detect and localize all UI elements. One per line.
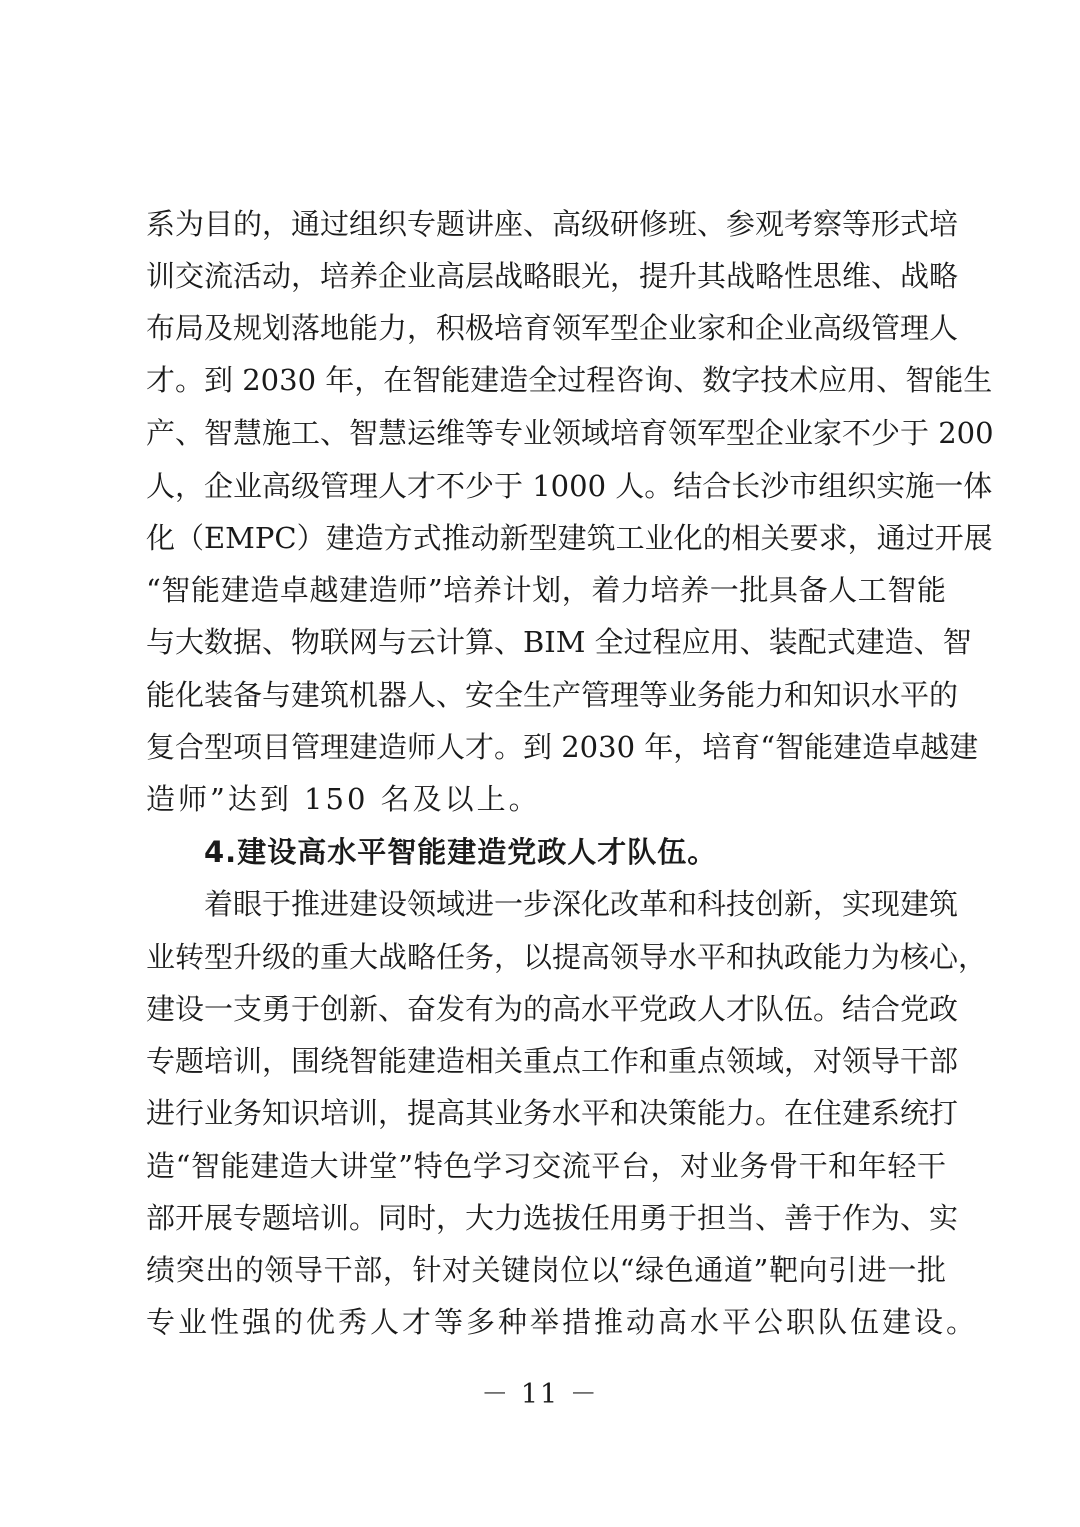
paragraph1-line-8: “智能建造卓越建造师”培养计划，着力培养一批具备人工智能: [146, 573, 946, 607]
paragraph2-line-2: 业转型升级的重大战略任务，以提高领导水平和执政能力为核心，: [146, 940, 988, 974]
section-heading: 4.建设高水平智能建造党政人才队伍。: [204, 835, 718, 869]
paragraph2-line-8: 绩突出的领导干部，针对关键岗位以“绿色通道”靶向引进一批: [146, 1253, 946, 1287]
paragraph2-line-3: 建设一支勇于创新、奋发有为的高水平党政人才队伍。结合党政: [146, 992, 959, 1026]
paragraph1-line-5: 产、智慧施工、智慧运维等专业领域培育领军型企业家不少于 200: [146, 416, 994, 450]
paragraph1-line-12: 造师”达到 150 名及以上。: [146, 782, 541, 816]
paragraph1-line-3: 布局及规划落地能力，积极培育领军型企业家和企业高级管理人: [146, 311, 959, 345]
paragraph1-line-6: 人，企业高级管理人才不少于 1000 人。结合长沙市组织实施一体: [146, 469, 993, 503]
page-number: － 11 －: [481, 1379, 599, 1410]
paragraph1-line-4: 才。到 2030 年，在智能建造全过程咨询、数字技术应用、智能生: [146, 363, 993, 397]
paragraph1-line-10: 能化装备与建筑机器人、安全生产管理等业务能力和知识水平的: [146, 678, 959, 712]
paragraph1-line-7: 化（EMPC）建造方式推动新型建筑工业化的相关要求，通过开展: [146, 521, 993, 555]
paragraph1-line-11: 复合型项目管理建造师人才。到 2030 年，培育“智能建造卓越建: [146, 730, 979, 764]
paragraph2-line-4: 专题培训，围绕智能建造相关重点工作和重点领域，对领导干部: [146, 1044, 959, 1078]
paragraph1-line-2: 训交流活动，培养企业高层战略眼光，提升其战略性思维、战略: [146, 259, 959, 293]
paragraph2-line-7: 部开展专题培训。同时，大力选拔任用勇于担当、善于作为、实: [146, 1201, 959, 1235]
paragraph2-line-9: 专业性强的优秀人才等多种举措推动高水平公职队伍建设。: [146, 1305, 979, 1339]
paragraph2-line-5: 进行业务知识培训，提高其业务水平和决策能力。在住建系统打: [146, 1096, 959, 1130]
paragraph1-line-9: 与大数据、物联网与云计算、BIM 全过程应用、装配式建造、智: [146, 625, 972, 659]
paragraph2-line-1: 着眼于推进建设领域进一步深化改革和科技创新，实现建筑: [204, 887, 959, 921]
paragraph2-line-6: 造“智能建造大讲堂”特色学习交流平台，对业务骨干和年轻干: [146, 1149, 946, 1183]
paragraph1-line-1: 系为目的，通过组织专题讲座、高级研修班、参观考察等形式培: [146, 207, 959, 241]
